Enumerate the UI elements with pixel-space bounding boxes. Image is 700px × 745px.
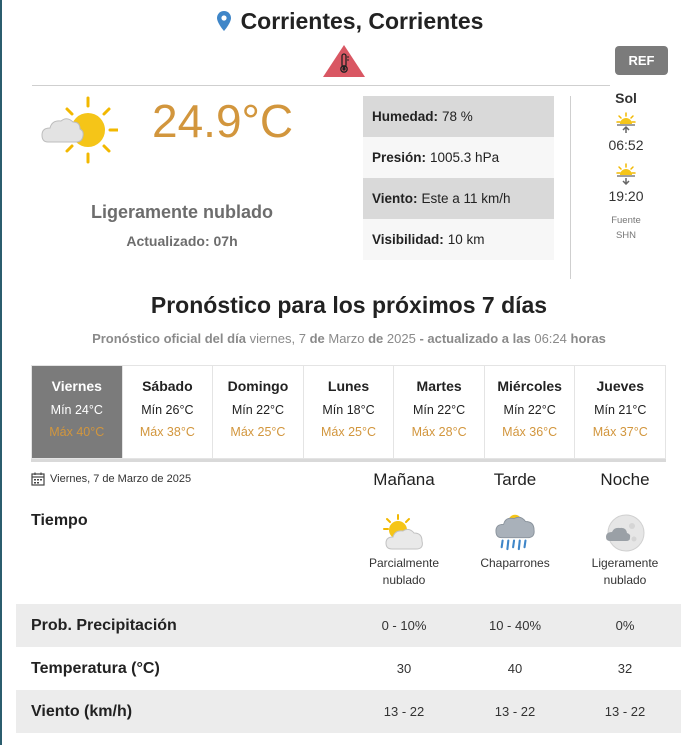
row-value: 13 - 22 <box>494 704 536 719</box>
row-value: 30 <box>396 661 412 676</box>
precipitation-row <box>16 604 681 647</box>
subtitle-part: Pronóstico oficial del día <box>92 331 246 346</box>
stat-label: Presión: <box>372 150 427 165</box>
day-tab-sabado[interactable] <box>123 366 214 458</box>
wind-stat <box>363 178 554 219</box>
selected-date-text: Viernes, 7 de Marzo de 2025 <box>50 473 192 485</box>
humidity-stat <box>363 96 554 137</box>
day-name: Miércoles <box>497 378 562 394</box>
condition-night <box>570 555 680 589</box>
stat-label: Viento: <box>372 191 418 206</box>
day-min: Mín 21°C <box>594 403 647 417</box>
current-temperature: 24.9°C <box>152 95 294 147</box>
day-name: Martes <box>416 378 462 394</box>
stat-label: Visibilidad: <box>372 232 444 247</box>
subtitle-part: horas <box>570 331 606 346</box>
left-edge-bar <box>0 0 2 745</box>
subtitle-part: de <box>309 331 325 346</box>
condition-morning <box>349 555 459 589</box>
day-max: Máx 28°C <box>411 425 467 439</box>
sun-panel <box>598 90 654 242</box>
showers-icon <box>493 511 537 551</box>
day-min: Mín 22°C <box>503 403 556 417</box>
day-name: Domingo <box>227 378 289 394</box>
subtitle-part: viernes, 7 <box>249 331 306 346</box>
partly-cloudy-icon <box>382 513 426 553</box>
partly-cloudy-sun-icon <box>40 96 118 164</box>
day-max: Máx 36°C <box>502 425 558 439</box>
row-value: 32 <box>617 661 633 676</box>
condition-line: nublado <box>603 573 647 587</box>
day-tabs <box>31 365 666 459</box>
selected-date <box>31 472 191 486</box>
condition-line: nublado <box>382 573 426 587</box>
day-min: Mín 22°C <box>231 403 285 417</box>
pressure-stat <box>363 137 554 178</box>
subtitle-part: 2025 <box>386 331 416 346</box>
day-name: Lunes <box>327 378 370 394</box>
location-title: Corrientes, Corrientes <box>240 7 484 34</box>
day-max: Máx 40°C <box>49 425 105 439</box>
row-value: 0% <box>615 618 635 633</box>
day-tab-domingo[interactable] <box>213 366 304 458</box>
row-label: Temperatura (°C) <box>31 659 160 677</box>
source-name: SHN <box>615 230 637 241</box>
current-stats <box>363 96 554 260</box>
row-value: 0 - 10% <box>381 618 427 633</box>
day-tab-jueves[interactable] <box>575 366 665 458</box>
day-min: Mín 24°C <box>50 403 103 417</box>
day-max: Máx 25°C <box>230 425 286 439</box>
tiempo-label: Tiempo <box>31 512 88 529</box>
row-value: 13 - 22 <box>383 704 425 719</box>
sun-divider <box>570 96 571 279</box>
row-value: 10 - 40% <box>488 618 542 633</box>
day-min: Mín 18°C <box>322 403 375 417</box>
condition-line: Chaparrones <box>480 556 550 570</box>
sunrise-icon <box>614 112 638 134</box>
subtitle-part: - actualizado a las <box>419 331 531 346</box>
condition-line: Parcialmente <box>368 556 440 570</box>
forecast-title: Pronóstico para los próximos 7 días <box>150 292 548 318</box>
source-label: Fuente <box>611 215 641 226</box>
day-tab-miercoles[interactable] <box>485 366 576 458</box>
day-tab-viernes[interactable] <box>32 366 123 458</box>
subtitle-part: 06:24 <box>534 331 567 346</box>
stat-value: Este a 11 km/h <box>421 191 511 206</box>
day-max: Máx 38°C <box>139 425 195 439</box>
calendar-icon <box>31 472 45 486</box>
sunrise-time: 06:52 <box>608 137 644 153</box>
day-tab-lunes[interactable] <box>304 366 395 458</box>
day-tabs-divider <box>31 459 666 462</box>
condition-line: Ligeramente <box>591 556 659 570</box>
day-max: Máx 25°C <box>321 425 377 439</box>
stat-value: 1005.3 hPa <box>430 150 500 165</box>
period-morning-header: Mañana <box>373 470 435 489</box>
day-max: Máx 37°C <box>592 425 648 439</box>
period-night-header: Noche <box>600 470 650 489</box>
stat-value: 10 km <box>447 232 485 247</box>
row-label: Prob. Precipitación <box>31 616 177 634</box>
forecast-subtitle <box>0 331 698 346</box>
stat-value: 78 % <box>442 109 473 124</box>
wind-row <box>16 690 681 733</box>
row-value: 40 <box>507 661 523 676</box>
condition-afternoon <box>460 555 570 572</box>
temperature-row <box>16 647 681 690</box>
day-min: Mín 26°C <box>141 403 194 417</box>
sun-title: Sol <box>615 90 637 106</box>
day-min: Mín 22°C <box>412 403 466 417</box>
sunset-icon <box>614 163 638 185</box>
period-afternoon-header: Tarde <box>493 470 537 489</box>
night-cloudy-icon <box>604 513 648 553</box>
heat-alert-icon[interactable] <box>322 44 366 78</box>
day-name: Viernes <box>51 378 102 394</box>
row-value: 13 - 22 <box>604 704 646 719</box>
row-label: Viento (km/h) <box>31 702 133 720</box>
day-name: Jueves <box>596 378 644 394</box>
subtitle-part: Marzo <box>328 331 365 346</box>
subtitle-part: de <box>368 331 384 346</box>
header-divider <box>32 85 610 86</box>
current-description: Ligeramente nublado <box>90 202 274 222</box>
updated-time: Actualizado: 07h <box>126 233 238 249</box>
ref-button[interactable]: REF <box>615 46 668 75</box>
location-pin-icon <box>217 11 231 31</box>
location-header <box>0 6 700 36</box>
day-name: Sábado <box>142 378 193 394</box>
sunset-time: 19:20 <box>608 188 644 204</box>
visibility-stat <box>363 219 554 260</box>
day-tab-martes[interactable] <box>394 366 485 458</box>
stat-label: Humedad: <box>372 109 439 124</box>
